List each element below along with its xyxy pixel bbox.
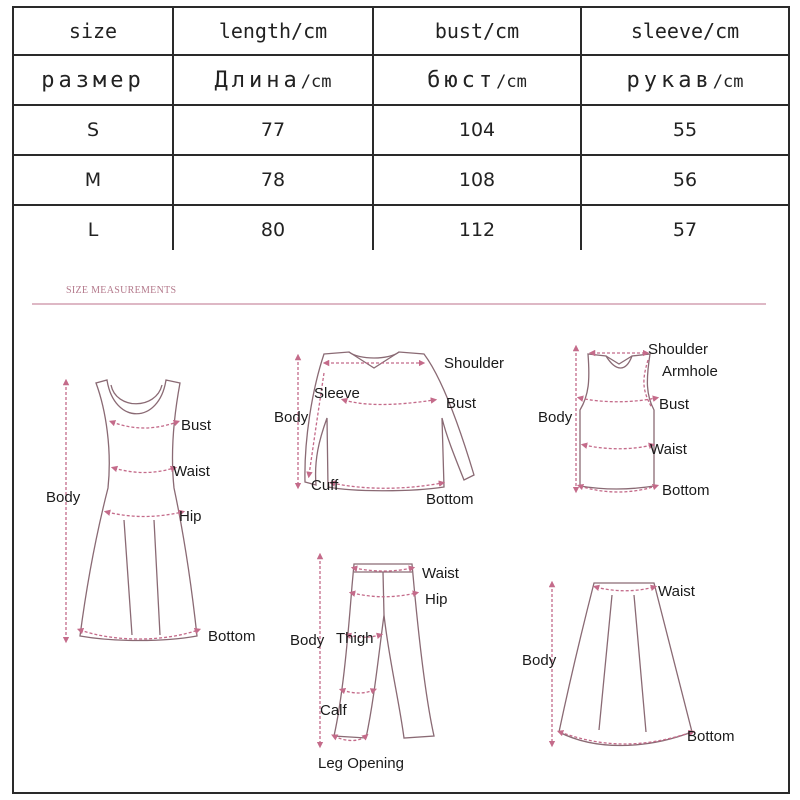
shirt-label-sleeve: Sleeve [314, 385, 360, 402]
cell-sleeve: 56 [581, 155, 789, 205]
pants-label-calf: Calf [320, 702, 347, 719]
tank-label-body: Body [538, 409, 573, 426]
guide-title: SIZE MEASUREMENTS [66, 285, 177, 296]
size-table [12, 6, 790, 256]
skirt-outline [559, 583, 692, 746]
header-sleeve: sleeve/cm [581, 7, 789, 55]
skirt-label-waist: Waist [658, 583, 695, 600]
skirt-folds [599, 595, 646, 732]
cell-sleeve: 55 [581, 105, 789, 155]
dress-label-waist: Waist [173, 463, 210, 480]
header-length-ru [173, 55, 373, 105]
header-row-russian [13, 55, 789, 105]
pants-fly [383, 572, 384, 615]
header-bust-ru-unit: /cm [496, 71, 527, 92]
tank-waist-dim [584, 445, 652, 449]
header-sleeve-ru [581, 55, 789, 105]
dress-folds [124, 520, 160, 635]
skirt-label-bottom: Bottom [687, 728, 735, 745]
cell-bust: 104 [373, 105, 581, 155]
skirt-label-body: Body [522, 652, 557, 669]
header-size: size [13, 7, 173, 55]
header-row-english [13, 7, 789, 55]
tank-label-waist: Waist [650, 441, 687, 458]
pants-label-thigh: Thigh [336, 630, 374, 647]
tank-label-shoulder: Shoulder [648, 341, 709, 358]
header-length: length/cm [173, 7, 373, 55]
cell-size: M [13, 155, 173, 205]
pants-label-waist: Waist [422, 565, 459, 582]
shirt-outline [305, 352, 474, 491]
header-length-ru-word: Длина [214, 67, 301, 93]
pants-diagram [290, 556, 460, 772]
cell-length: 78 [173, 155, 373, 205]
shirt-collar [349, 352, 399, 368]
shirt-label-shoulder: Shoulder [444, 355, 505, 372]
skirt-waist-dim [596, 587, 654, 591]
dress-diagram [46, 380, 256, 645]
tank-diagram [538, 341, 718, 499]
header-length-ru-unit: /cm [300, 71, 332, 92]
dress-neckline [111, 385, 162, 404]
dress-label-body: Body [46, 489, 81, 506]
tank-bust-dim [580, 398, 656, 402]
dress-hip-dim [107, 512, 182, 517]
dress-waist-dim [114, 468, 174, 473]
measurement-guide [12, 250, 790, 794]
cell-sleeve: 57 [581, 205, 789, 255]
dress-label-hip: Hip [179, 508, 202, 525]
header-bust: bust/cm [373, 7, 581, 55]
shirt-label-bust: Bust [446, 395, 477, 412]
tank-outline [580, 354, 654, 489]
pants-label-leg-opening: Leg Opening [318, 755, 404, 772]
header-sleeve-ru-word: рукав [626, 67, 713, 93]
shirt-bottom-dim [332, 483, 442, 488]
header-bust-ru-word: бюст [427, 67, 497, 93]
header-sleeve-ru-unit: /cm [712, 71, 744, 92]
dress-bottom-dim [80, 630, 198, 639]
shirt-label-bottom: Bottom [426, 491, 474, 508]
table-row [13, 205, 789, 255]
pants-label-body: Body [290, 632, 325, 649]
table-row [13, 155, 789, 205]
pants-waist-dim [354, 568, 412, 571]
cell-bust: 112 [373, 205, 581, 255]
dress-bust-dim [112, 422, 177, 428]
tank-label-armhole: Armhole [662, 363, 718, 380]
tank-label-bust: Bust [659, 396, 690, 413]
table-row [13, 105, 789, 155]
cell-bust: 108 [373, 155, 581, 205]
cell-length: 77 [173, 105, 373, 155]
cell-size: S [13, 105, 173, 155]
dress-label-bust: Bust [181, 417, 212, 434]
shirt-label-body: Body [274, 409, 309, 426]
skirt-diagram [522, 583, 735, 746]
header-size-ru: размер [13, 55, 173, 105]
header-bust-ru [373, 55, 581, 105]
dress-label-bottom: Bottom [208, 628, 256, 645]
cell-length: 80 [173, 205, 373, 255]
cell-size: L [13, 205, 173, 255]
measurement-diagrams [14, 250, 788, 792]
shirt-label-cuff: Cuff [311, 477, 339, 494]
pants-calf-dim [342, 690, 374, 693]
tank-label-bottom: Bottom [662, 482, 710, 499]
shirt-diagram [274, 352, 504, 508]
pants-label-hip: Hip [425, 591, 448, 608]
